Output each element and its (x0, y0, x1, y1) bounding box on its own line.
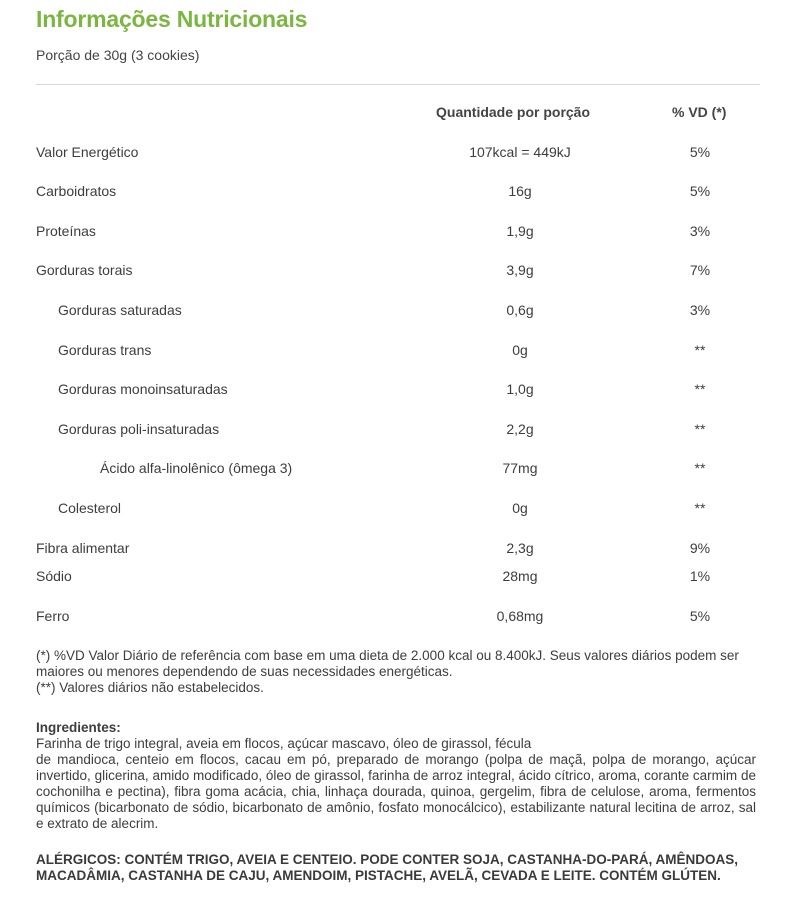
nutrition-row-sodium (0, 568, 800, 588)
nutrient-daily-value: 7% (689, 262, 711, 278)
nutrition-row-omega3 (0, 460, 800, 480)
ingredients-text: de mandioca, centeio em flocos, cacau em pó, preparado de morango (polpa de maçã, polpa de morango, açúcar invertido, glicerina, amido modificado, óleo de girassol, farinha de arroz integral, ácido cítrico, aroma, corante carmim de cochonilha e pectina), fibra goma acácia, chia, linhaça dourada, quinoa, gergelim, fibra de celulose, aroma, fermentos químicos (bicarbonato de sódio, bicarbonato de amônio, fosfato monocálcico), estabilizante natural lecitina de arroz, sal e extrato de alecrim. (36, 752, 756, 831)
nutrition-row-iron (0, 608, 800, 628)
nutrient-quantity: 1,0g (506, 381, 534, 397)
nutrient-name: Proteínas (36, 223, 96, 239)
ingredients-first-line: Farinha de trigo integral, aveia em flocos, açúcar mascavo, óleo de girassol, fécula (36, 736, 532, 751)
nutrient-quantity: 1,9g (506, 223, 534, 239)
nutrient-quantity: 77mg (502, 460, 538, 476)
nutrient-daily-value: 5% (689, 183, 711, 199)
nutrient-daily-value: ** (694, 421, 706, 437)
divider (36, 84, 760, 85)
footnotes (36, 648, 756, 696)
nutrient-name: Valor Energético (36, 144, 139, 160)
nutrient-daily-value: 9% (689, 540, 711, 556)
nutrition-row-carbs (0, 183, 800, 203)
nutrition-row-protein (0, 223, 800, 243)
column-header-daily-value: % VD (*) (672, 104, 727, 120)
nutrition-row-trans-fat (0, 342, 800, 362)
nutrient-daily-value: ** (694, 381, 706, 397)
nutrition-row-total-fat (0, 262, 800, 282)
nutrient-name: Gorduras trans (58, 342, 152, 358)
nutrient-name: Gorduras saturadas (58, 302, 182, 318)
nutrient-daily-value: ** (694, 460, 706, 476)
nutrient-daily-value: ** (694, 500, 706, 516)
page-title: Informações Nutricionais (36, 6, 308, 32)
nutrient-name: Gorduras torais (36, 262, 133, 278)
nutrition-row-cholesterol (0, 500, 800, 520)
nutrient-daily-value: ** (694, 342, 706, 358)
nutrient-name: Colesterol (58, 500, 122, 516)
nutrient-quantity: 0,68mg (496, 608, 544, 624)
nutrient-quantity: 0g (512, 500, 528, 516)
nutrition-row-energy (0, 144, 800, 164)
nutrient-name: Ferro (36, 608, 70, 624)
nutrient-name: Gorduras poli-insaturadas (58, 421, 220, 437)
nutrient-daily-value: 5% (689, 608, 711, 624)
nutrition-row-saturated-fat (0, 302, 800, 322)
nutrient-quantity: 28mg (502, 568, 538, 584)
nutrient-quantity: 16g (508, 183, 532, 199)
column-header-quantity: Quantidade por porção (436, 104, 591, 120)
nutrient-name: Gorduras monoinsaturadas (58, 381, 228, 397)
allergens-warning: ALÉRGICOS: CONTÉM TRIGO, AVEIA E CENTEIO. PODE CONTER SOJA, CASTANHA-DO-PARÁ, AMÊNDOAS, MACADÂMIA, CASTANHA DE CAJU, AMENDOIM, PISTACHE, AVELÃ, CEVADA E LEITE. CONTÉM GLÚTEN. (36, 852, 739, 883)
nutrient-name: Sódio (36, 568, 72, 584)
nutrient-daily-value: 3% (689, 302, 711, 318)
nutrient-daily-value: 1% (689, 568, 711, 584)
nutrient-quantity: 3,9g (506, 262, 534, 278)
nutrition-row-monounsaturated-fat (0, 381, 800, 401)
nutrient-quantity: 0,6g (506, 302, 534, 318)
nutrient-daily-value: 5% (689, 144, 711, 160)
nutrient-name: Ácido alfa-linolênico (ômega 3) (100, 460, 293, 476)
nutrient-daily-value: 3% (689, 223, 711, 239)
nutrition-row-fiber (0, 540, 800, 560)
nutrient-name: Fibra alimentar (36, 540, 130, 556)
ingredients-section (36, 720, 756, 832)
nutrient-name: Carboidratos (36, 183, 117, 199)
nutrition-row-polyunsaturated-fat (0, 421, 800, 441)
ingredients-title: Ingredientes: (36, 720, 121, 735)
nutrient-quantity: 107kcal = 449kJ (469, 144, 571, 160)
nutrient-quantity: 2,2g (506, 421, 534, 437)
portion-size: Porção de 30g (3 cookies) (36, 47, 200, 63)
not-established-note: (**) Valores diários não estabelecidos. (36, 680, 264, 695)
nutrient-quantity: 0g (512, 342, 528, 358)
nutrient-quantity: 2,3g (506, 540, 534, 556)
daily-value-note: (*) %VD Valor Diário de referência com base em uma dieta de 2.000 kcal ou 8.400kJ. Seus valores diários podem ser maiores ou menores dependendo de suas necessidades energéticas. (36, 648, 739, 679)
